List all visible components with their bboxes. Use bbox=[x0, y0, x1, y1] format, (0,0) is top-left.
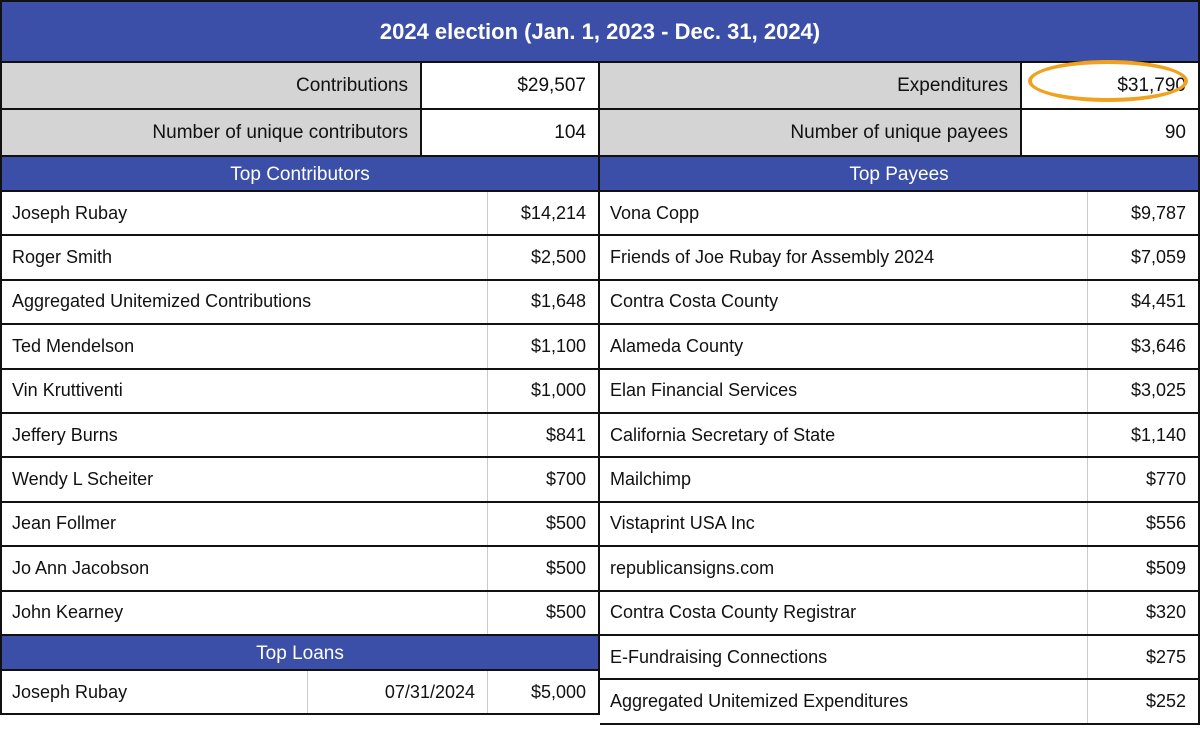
payees-column bbox=[600, 157, 1200, 725]
table-row bbox=[0, 503, 600, 547]
summary-section bbox=[0, 63, 1200, 110]
summary-column-right-row2 bbox=[600, 110, 1200, 157]
contributor-amount: $700 bbox=[545, 469, 586, 490]
payee-name: Friends of Joe Rubay for Assembly 2024 bbox=[600, 236, 1088, 278]
contributor-amount: $2,500 bbox=[530, 247, 586, 268]
table-row bbox=[600, 192, 1200, 236]
lists-section bbox=[0, 157, 1200, 725]
table-row bbox=[0, 458, 600, 502]
contributor-amount: $500 bbox=[545, 557, 586, 578]
contributor-name: Jean Follmer bbox=[2, 503, 488, 545]
payee-name: Aggregated Unitemized Expenditures bbox=[600, 680, 1088, 722]
table-row bbox=[600, 547, 1200, 591]
payee-amount: $4,451 bbox=[1130, 291, 1186, 312]
payee-name: Contra Costa County Registrar bbox=[600, 592, 1088, 634]
table-row bbox=[600, 370, 1200, 414]
payee-name: E-Fundraising Connections bbox=[600, 636, 1088, 678]
unique-payees-value: 90 bbox=[1022, 110, 1200, 157]
summary-section-row2 bbox=[0, 110, 1200, 157]
table-row bbox=[600, 325, 1200, 369]
contributor-amount: $14,214 bbox=[520, 202, 586, 223]
payee-name: Vistaprint USA Inc bbox=[600, 503, 1088, 545]
table-row bbox=[600, 592, 1200, 636]
payee-name: California Secretary of State bbox=[600, 414, 1088, 456]
payee-amount: $320 bbox=[1145, 602, 1186, 623]
contributor-name: John Kearney bbox=[2, 592, 488, 634]
table-row bbox=[600, 414, 1200, 458]
summary-column-left bbox=[0, 63, 600, 110]
unique-contributors-label: Number of unique contributors bbox=[0, 110, 422, 157]
summary-column-left-row2 bbox=[0, 110, 600, 157]
contributor-amount: $500 bbox=[545, 513, 586, 534]
payee-amount: $770 bbox=[1145, 469, 1186, 490]
payee-amount: $556 bbox=[1145, 513, 1186, 534]
expenditures-value-cell bbox=[1022, 63, 1200, 110]
loan-name: Joseph Rubay bbox=[2, 671, 308, 713]
table-row bbox=[600, 281, 1200, 325]
table-row bbox=[0, 414, 600, 458]
payee-name: Mailchimp bbox=[600, 458, 1088, 500]
table-row bbox=[600, 636, 1200, 680]
table-row bbox=[600, 503, 1200, 547]
contributor-amount: $841 bbox=[545, 424, 586, 445]
table-row bbox=[600, 236, 1200, 280]
contributor-name: Jo Ann Jacobson bbox=[2, 547, 488, 589]
contributors-column bbox=[0, 157, 600, 725]
payee-amount: $252 bbox=[1145, 690, 1186, 711]
contributions-value: $29,507 bbox=[422, 63, 600, 110]
contributions-label: Contributions bbox=[0, 63, 422, 110]
contributor-name: Jeffery Burns bbox=[2, 414, 488, 456]
payee-amount: $1,140 bbox=[1130, 424, 1186, 445]
contributor-amount: $1,100 bbox=[530, 335, 586, 356]
page-title: 2024 election (Jan. 1, 2023 - Dec. 31, 2024) bbox=[0, 0, 1200, 63]
contributor-amount: $500 bbox=[545, 602, 586, 623]
table-row bbox=[0, 192, 600, 236]
contributor-amount: $1,648 bbox=[530, 291, 586, 312]
table-row bbox=[0, 671, 600, 715]
table-row bbox=[0, 281, 600, 325]
table-row bbox=[0, 325, 600, 369]
top-contributors-heading: Top Contributors bbox=[0, 157, 600, 192]
payee-amount: $9,787 bbox=[1130, 202, 1186, 223]
table-row bbox=[0, 236, 600, 280]
unique-contributors-value: 104 bbox=[422, 110, 600, 157]
table-row bbox=[600, 680, 1200, 724]
payee-name: republicansigns.com bbox=[600, 547, 1088, 589]
contributor-name: Joseph Rubay bbox=[2, 192, 488, 234]
loan-date: 07/31/2024 bbox=[308, 671, 488, 713]
contributor-amount: $1,000 bbox=[530, 380, 586, 401]
payee-amount: $3,646 bbox=[1130, 335, 1186, 356]
contributor-name: Wendy L Scheiter bbox=[2, 458, 488, 500]
contributor-name: Roger Smith bbox=[2, 236, 488, 278]
contributor-name: Vin Kruttiventi bbox=[2, 370, 488, 412]
payee-name: Elan Financial Services bbox=[600, 370, 1088, 412]
top-loans-heading: Top Loans bbox=[0, 636, 600, 671]
table-row bbox=[0, 370, 600, 414]
payee-amount: $509 bbox=[1145, 557, 1186, 578]
unique-payees-label: Number of unique payees bbox=[600, 110, 1022, 157]
table-row bbox=[0, 547, 600, 591]
expenditures-label: Expenditures bbox=[600, 63, 1022, 110]
table-row bbox=[0, 592, 600, 636]
payee-name: Alameda County bbox=[600, 325, 1088, 367]
payee-name: Vona Copp bbox=[600, 192, 1088, 234]
expenditures-value: $31,790 bbox=[1117, 74, 1186, 96]
loan-amount: $5,000 bbox=[530, 681, 586, 702]
contributor-name: Aggregated Unitemized Contributions bbox=[2, 281, 488, 323]
contributor-name: Ted Mendelson bbox=[2, 325, 488, 367]
payee-amount: $3,025 bbox=[1130, 380, 1186, 401]
payee-name: Contra Costa County bbox=[600, 281, 1088, 323]
table-row bbox=[600, 458, 1200, 502]
summary-column-right bbox=[600, 63, 1200, 110]
payee-amount: $275 bbox=[1145, 646, 1186, 667]
top-payees-heading: Top Payees bbox=[600, 157, 1200, 192]
payee-amount: $7,059 bbox=[1130, 247, 1186, 268]
